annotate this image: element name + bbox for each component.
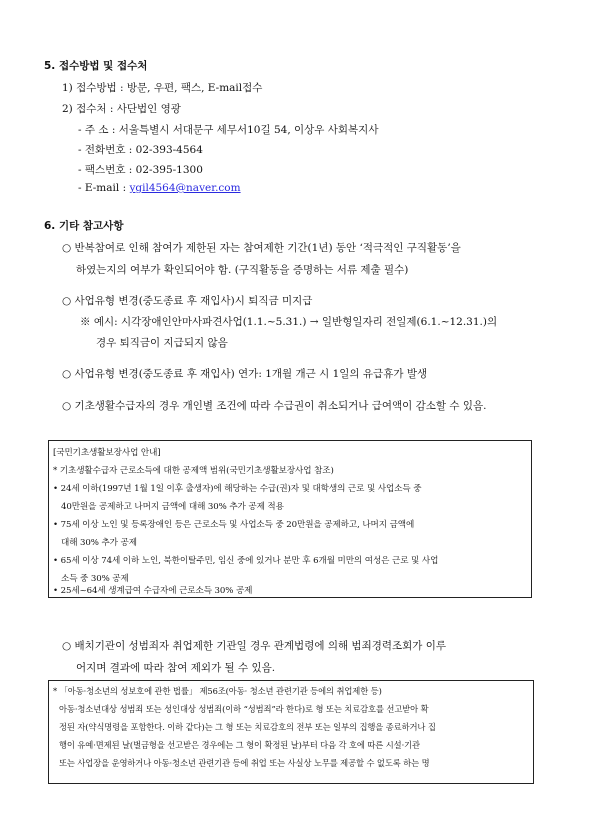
law-box-line: 행이 유예·면제된 날(벌금형을 선고받은 경우에는 그 형이 확정된 날)부터 다음 각 호에 따른 시설·기관: [59, 740, 420, 750]
law-box-line: 정된 자(약식명령을 포함한다. 이하 같다)는 그 형 또는 치료감호의 전부 또는 일부의 집행을 종료하거나 집: [59, 722, 436, 732]
note2: ○ 사업유형 변경(중도종료 후 재입사)시 퇴직금 미지급: [62, 295, 313, 307]
note4: ○ 기초생활수급자의 경우 개인별 조건에 따라 수급권이 취소되거나 급여액이 감소할 수 있음.: [62, 400, 487, 412]
note2-example-line2: 경우 퇴직금이 지급되지 않음: [96, 337, 228, 349]
address-line: - 주 소 : 서울특별시 서대문구 세무서10길 54, 이상우 사회복지사: [78, 124, 379, 136]
submission-method: 1) 접수방법 : 방문, 우편, 팩스, E-mail접수: [62, 82, 263, 94]
info-box-title: [국민기초생활보장사업 안내]: [53, 448, 161, 458]
law-box-line: 또는 사업장을 운영하거나 아동·청소년 관련기관 등에 취업 또는 사실상 노무를 제공할 수 없도록 하는 명: [59, 758, 430, 768]
info-box-line: • 24세 이하(1997년 1월 1일 이후 출생자)에 해당하는 수급(권)자 및 대학생의 근로 및 사업소득 중: [53, 484, 422, 494]
info-box-line: • 75세 이상 노인 및 등록장애인 등은 근로소득 및 사업소득 중 20만원을 공제하고, 나머지 금액에: [53, 520, 415, 530]
law-box-line: * 「아동·청소년의 성보호에 관한 법률」 제56조(아동· 청소년 관련기관 등에의 취업제한 등): [53, 686, 382, 696]
note1-line2: 하였는지의 여부가 확인되어야 함. (구직활동을 증명하는 서류 제출 필수): [76, 264, 409, 276]
note1-line1: ○ 반복참여로 인해 참여가 제한된 자는 참여제한 기간(1년) 동안 ‘적극적인 구직활동’을: [62, 242, 461, 254]
email-link[interactable]: ygil4564@naver.com: [129, 182, 241, 194]
phone-line: - 전화번호 : 02-393-4564: [78, 144, 203, 156]
info-box-line: • 65세 이상 74세 이하 노인, 북한이탈주민, 임신 중에 있거나 분만 후 6개월 미만의 여성은 근로 및 사업: [53, 556, 439, 566]
info-box-line: 40만원을 공제하고 나머지 금액에 대해 30% 추가 공제 적용: [61, 502, 284, 512]
info-box-line: * 기초생활수급자 근로소득에 대한 공제액 범위(국민기초생활보장사업 참조): [53, 466, 334, 476]
note5-line2: 어지며 결과에 따라 참여 제외가 될 수 있음.: [76, 662, 276, 674]
fax-line: - 팩스번호 : 02-395-1300: [78, 164, 203, 176]
section5-heading: 5. 접수방법 및 접수처: [44, 60, 148, 72]
info-box-line: 소득 중 30% 공제: [61, 574, 129, 584]
info-box: [48, 440, 532, 598]
law-box: [48, 680, 534, 784]
section6-heading: 6. 기타 참고사항: [44, 220, 124, 232]
email-line: [78, 182, 241, 194]
note2-example-line1: ※ 예시: 시각장애인안마사파견사업(1.1.~5.31.) → 일반형일자리 전일제(6.1.~12.31.)의: [80, 316, 498, 328]
info-box-line: • 25세~64세 생계급여 수급자에 근로소득 30% 공제: [53, 586, 253, 596]
note5-line1: ○ 배치기관이 성범죄자 취업제한 기관일 경우 관계법령에 의해 범죄경력조회가 이루: [62, 640, 447, 652]
note3: ○ 사업유형 변경(중도종료 후 재입사) 연가: 1개월 개근 시 1일의 유급휴가 발생: [62, 368, 428, 380]
law-box-line: 아동·청소년대상 성범죄 또는 성인대상 성범죄(이하 “성범죄”라 한다)로 형 또는 치료감호를 선고받아 확: [59, 704, 429, 714]
submission-place: 2) 접수처 : 사단법인 영광: [62, 103, 181, 115]
email-label: - E-mail :: [78, 182, 130, 194]
info-box-line: 대해 30% 추가 공제: [61, 538, 137, 548]
